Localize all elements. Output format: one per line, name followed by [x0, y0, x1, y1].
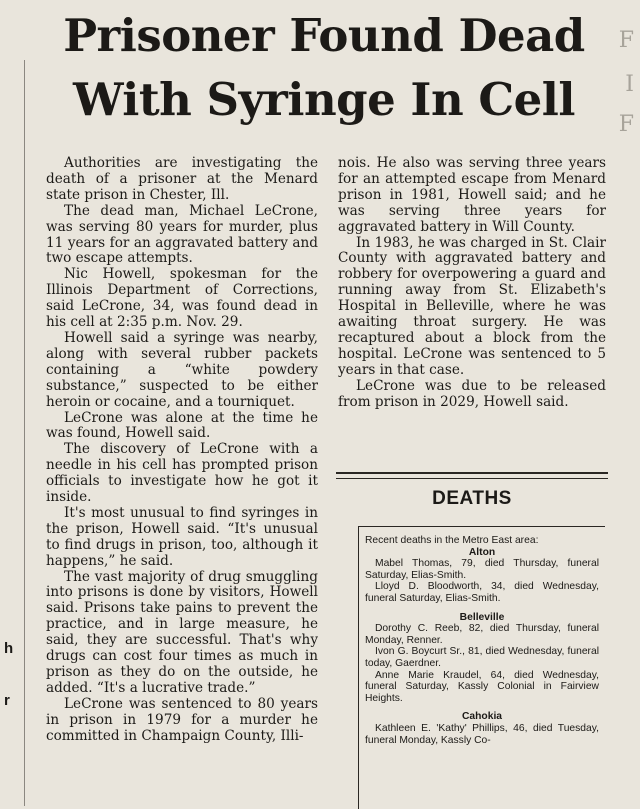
- headline-line-2: With Syringe In Cell: [72, 73, 575, 126]
- margin-letter: r: [4, 692, 10, 709]
- death-notice: Dorothy C. Reeb, 82, died Thursday, funeral Monday, Renner.: [365, 623, 599, 646]
- article-paragraph: The vast majority of drug smuggling into prisons is done by visitors, Howell said. Prisons take pains to prevent the practice, and in large measure, he said, they are successful. That's why drugs can cost four times as much in prison as they do on the outside, he added. “It's a lucrative trade.”: [46, 568, 318, 696]
- article-column-1: [46, 156, 318, 745]
- deaths-section: [336, 472, 608, 808]
- headline: [44, 4, 604, 132]
- article-paragraph: Howell said a syringe was nearby, along with several rubber packets containing a “white powdery substance,” suspected to be either heroin or cocaine, and a tourniquet.: [46, 329, 318, 410]
- article-paragraph: It's most unusual to find syringes in the prison, Howell said. “It's unusual to find drugs in prison, too, although it happens,” he said.: [46, 504, 318, 569]
- article-paragraph: Nic Howell, spokesman for the Illinois Department of Corrections, said LeCrone, 34, was found dead in his cell at 2:35 p.m. Nov. 29.: [46, 266, 318, 331]
- article-paragraph: In 1983, he was charged in St. Clair County with aggravated battery and robbery for overpowering a guard and running away from St. Elizabeth's Hospital in Belleville, where he was awaiting throat surgery. He was recaptured about a block from the hospital. LeCrone was sentenced to 5 years in that case.: [338, 234, 606, 378]
- article-paragraph-continued: nois. He also was serving three years for an attempted escape from Menard prison in 1981, Howell said; and he was serving three years for aggravated battery in Will County.: [338, 155, 606, 235]
- article-paragraph: LeCrone was sentenced to 80 years in prison in 1979 for a murder he committed in Champaign County, Illi-: [46, 695, 318, 744]
- section-rule: [336, 478, 608, 479]
- death-notice: Mabel Thomas, 79, died Thursday, funeral Saturday, Elias-Smith.: [365, 558, 599, 581]
- town-heading-cahokia: Cahokia: [461, 711, 503, 723]
- margin-letter: F: [618, 28, 634, 53]
- adjacent-column-edge: [0, 60, 25, 806]
- death-notice: Lloyd D. Bloodworth, 34, died Wednesday, funeral Saturday, Elias-Smith.: [365, 581, 599, 604]
- deaths-intro: Recent deaths in the Metro East area:: [365, 535, 539, 546]
- margin-letter: I: [625, 72, 634, 97]
- deaths-title: DEATHS: [432, 488, 512, 509]
- article-paragraph: The dead man, Michael LeCrone, was serving 80 years for murder, plus 11 years for an aggravated battery and two escape attempts.: [46, 202, 318, 267]
- margin-letter: F: [618, 112, 634, 137]
- headline-line-1: Prisoner Found Dead: [63, 9, 585, 62]
- deaths-list: [358, 526, 605, 809]
- death-notice: Kathleen E. 'Kathy' Phillips, 46, died Tuesday, funeral Monday, Kassly Co-: [365, 722, 599, 746]
- article-paragraph: Authorities are investigating the death of a prisoner at the Menard state prison in Chester, Ill.: [46, 155, 318, 203]
- town-heading-belleville: Belleville: [459, 611, 505, 623]
- death-notice: Anne Marie Kraudel, 64, died Wednesday, funeral Saturday, Kassly Colonial in Fairview Heights.: [365, 669, 599, 704]
- adjacent-page-edge: [610, 0, 640, 150]
- town-heading-alton: Alton: [468, 546, 496, 558]
- margin-letter: h: [4, 640, 14, 657]
- article-paragraph: LeCrone was alone at the time he was found, Howell said.: [46, 409, 318, 442]
- article-paragraph: LeCrone was due to be released from prison in 2029, Howell said.: [338, 377, 606, 410]
- article-paragraph: The discovery of LeCrone with a needle in his cell has prompted prison officials to investigate how he got it inside.: [46, 441, 318, 506]
- article-column-2: [338, 156, 606, 411]
- death-notice: Ivon G. Boycurt Sr., 81, died Wednesday, funeral today, Gaerdner.: [365, 646, 599, 669]
